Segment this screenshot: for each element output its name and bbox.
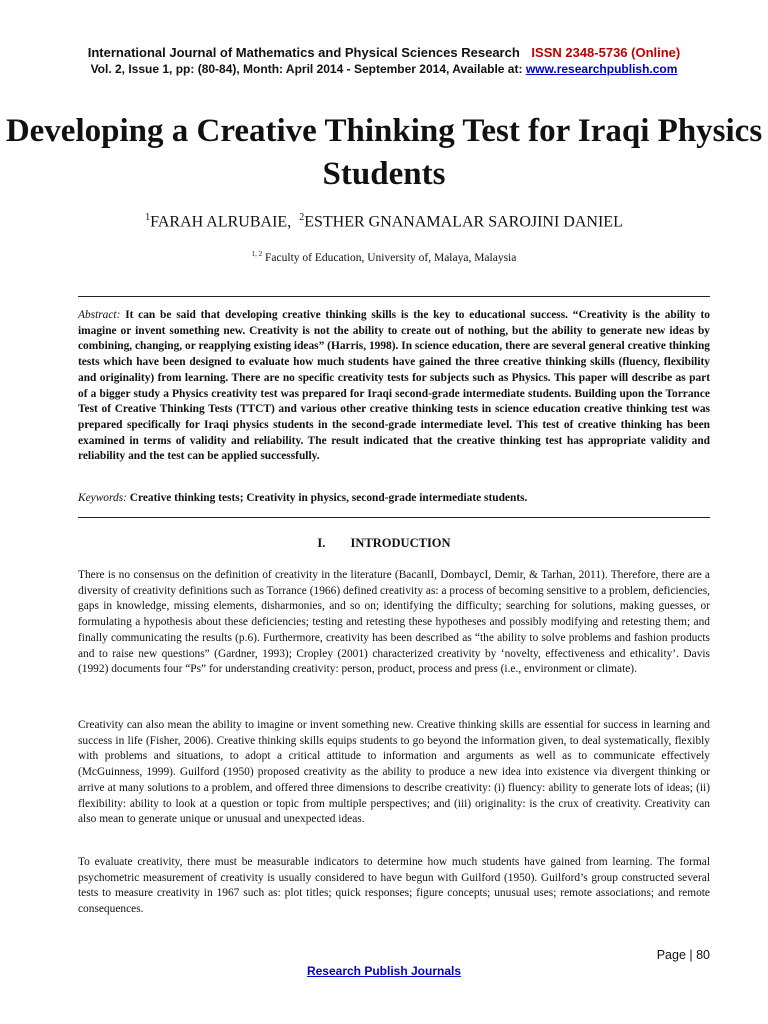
author-2-name: ESTHER GNANAMALAR SAROJINI DANIEL (304, 213, 623, 231)
issn-label: ISSN 2348-5736 (Online) (531, 45, 681, 60)
author-list (0, 212, 768, 231)
abstract-text: It can be said that developing creative thinking skills is the key to educational success. “Creativity is the ability to imagine or invent something new. Creativity is not the ability to create out of nothing, but the ability to generate new ideas by combining, changing, or reapplying existing ideas” (Harris, 1998). In science education, there are several general creative thinking tests which have been designed to evaluate how much students have gained the three creative thinking skills (fluency, flexibility and originality) from learning. There are no specific creativity tests for subjects such as Physics. This paper will describe as part of a bigger study a Physics creativity test was prepared for Iraqi second-grade intermediate students. Building upon the Torrance Test of Creative Thinking Tests (TTCT) and various other creative thinking tests in science education creative thinking test was prepared specifically for Iraqi physics students in the second-grade intermediate level. This test of creative thinking has been examined in terms of validity and reliability. The result indicated that the creative thinking test has appropriate validity and reliability and the test can be applied successfully. (78, 309, 710, 463)
abstract-label: Abstract: (78, 309, 121, 321)
section-number: I. (317, 536, 326, 550)
abstract-top-divider (78, 296, 710, 297)
page-number: Page | 80 (656, 948, 710, 962)
footer (0, 964, 768, 978)
affiliation-text: Faculty of Education, University of, Malaya, Malaysia (265, 251, 517, 264)
paper-title: Developing a Creative Thinking Test for Iraqi Physics Students (5, 113, 763, 192)
journal-volume-line (0, 62, 768, 76)
volume-info: Vol. 2, Issue 1, pp: (80-84), Month: April 2014 - September 2014, Available at: (90, 62, 523, 76)
author-1-name: FARAH ALRUBAIE, (150, 213, 292, 231)
paragraph: Creativity can also mean the ability to imagine or invent something new. Creative thinking skills are essential for success in learning and success in life (Fisher, 2006). Creative thinking skills equips students to go beyond the information given, to deal systematically, flexibly with problems and situations, to adopt a critical attitude to information and arguments as well as to communicate effectively (McGuinness, 1999). Guilford (1950) proposed creativity as the ability to produce a new idea into existence via divergent thinking or arrive at many solutions to a problem, and offered three dimensions to describe creativity: (i) fluency: ability to generate lots of ideas; (ii) flexibility: ability to look at a question or topic from multiple perspectives; and (iii) originality: is the crux of creativity. Creativity can also mean to generate unique or unusual and unexpected ideas. (78, 719, 710, 826)
author-1-superscript: 1 (145, 212, 151, 223)
journal-header (0, 45, 768, 60)
journal-name: International Journal of Mathematics and Physical Sciences Research (87, 45, 520, 60)
keywords-text: Creative thinking tests; Creativity in physics, second-grade intermediate students. (129, 492, 528, 504)
journal-url-link[interactable]: www.researchpublish.com (525, 62, 678, 76)
author-2-superscript: 2 (299, 212, 305, 223)
section-title: INTRODUCTION (350, 536, 451, 550)
affiliation (0, 250, 768, 264)
keywords-label: Keywords: (78, 492, 127, 504)
abstract-bottom-divider (78, 517, 710, 518)
keywords (78, 492, 710, 504)
section-heading (0, 536, 768, 551)
paragraph: To evaluate creativity, there must be measurable indicators to determine how much students have gained from learning. The formal psychometric measurement of creativity is usually considered to have begun with Guilford (1950). Guilford’s group constructed several tests to measure creativity in 1967 such as: plot titles; quick responses; figure concepts; unusual uses; remote associations; and remote consequences. (78, 856, 710, 916)
affiliation-superscript: 1, 2 (251, 250, 263, 258)
publisher-link[interactable]: Research Publish Journals (306, 964, 462, 978)
paragraph: There is no consensus on the definition of creativity in the literature (BacanlI, DombaycI, Demir, & Tarhan, 2011). Therefore, there are a diversity of creativity definitions such as Torrance (1966) defined creativity as: a process of becoming sensitive to a problem, deficiencies, gaps in knowledge, missing elements, disharmonies, and so on; identifying the difficulty; searching for solutions, making guesses, or formulating a hypothesis about these deficiencies; testing and retesting these hypotheses and possibly modifying and retesting them; and finally communicating the results (p.6). Furthermore, creativity has been described as “the ability to solve problems and fashion products and to raise new questions” (Gardner, 1993); Cropley (2001) characterized creativity by ‘novelty, effectiveness and ethicality’. Davis (1992) documents four “Ps” for understanding creativity: person, product, process and press (i.e., environment or climate). (78, 569, 710, 676)
abstract (78, 308, 710, 465)
